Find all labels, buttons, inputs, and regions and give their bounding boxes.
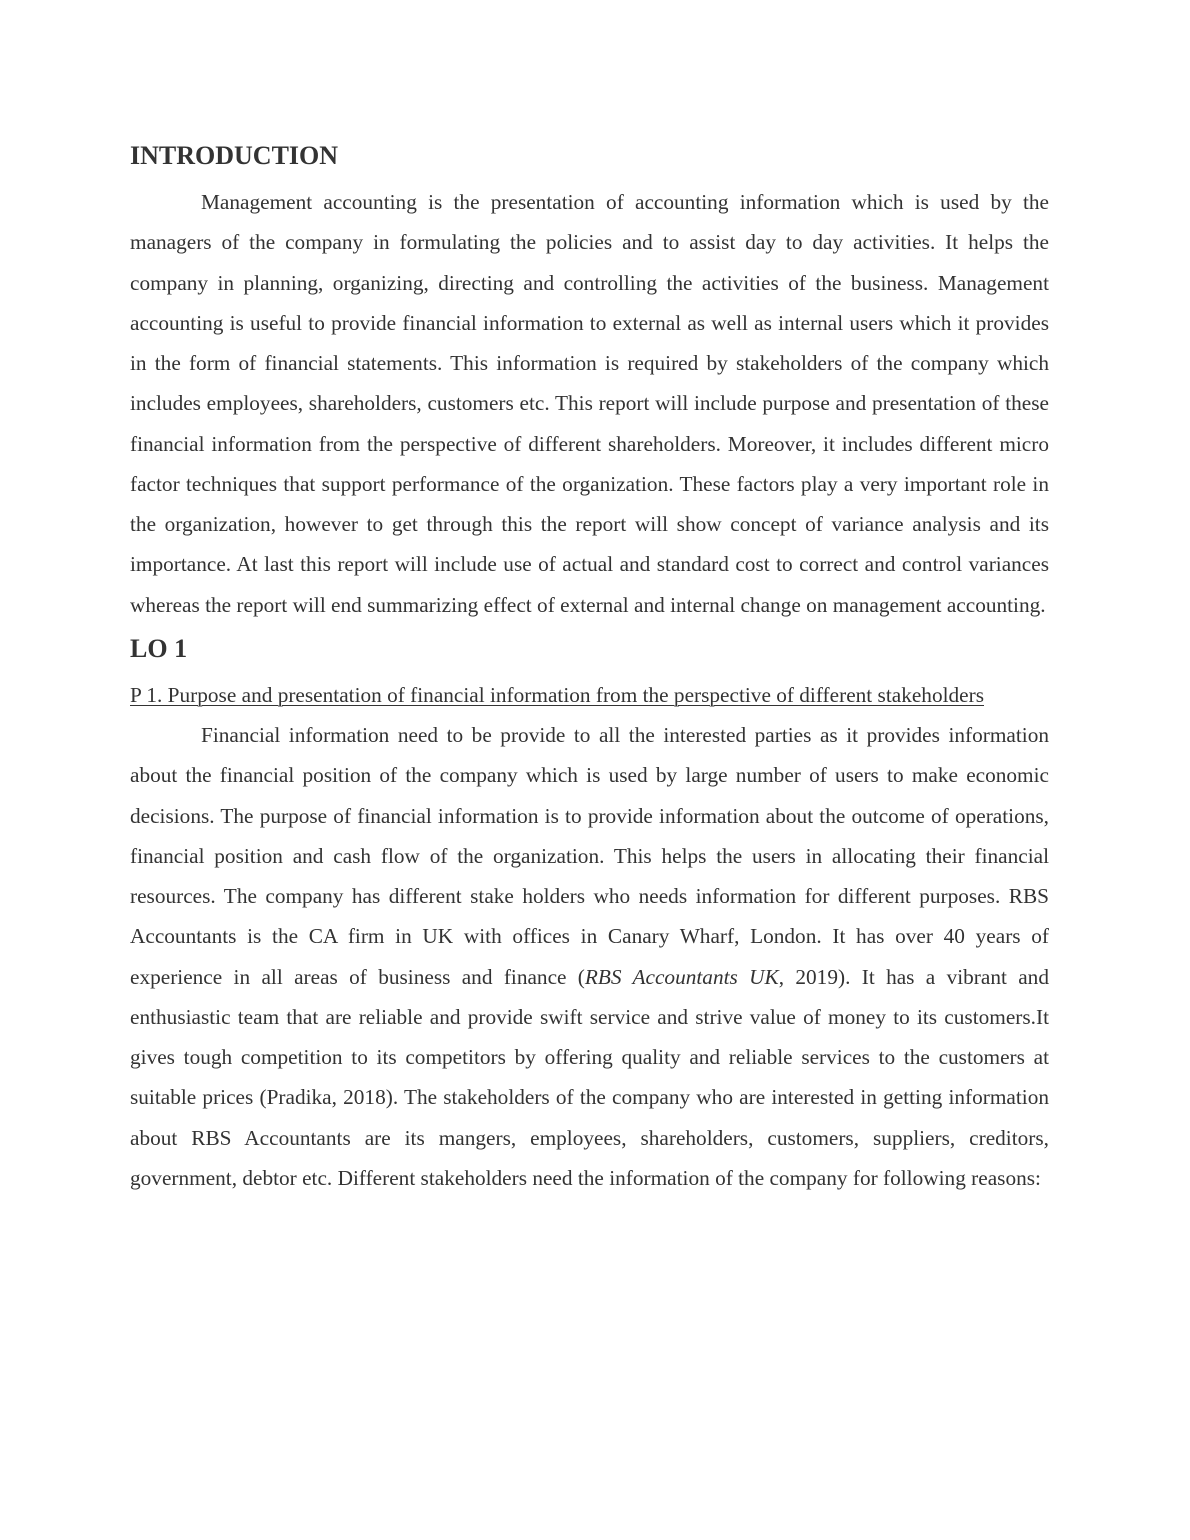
introduction-paragraph: Management accounting is the presentation of accounting information which is used by the managers of the company in formulating the policies and to assist day to day activities. It helps the company in planning, organizing, directing and controlling the activities of the business. Management accounting is useful to provide financial information to external as well as internal users which it provides in the form of financial statements. This information is required by stakeholders of the company which includes employees, shareholders, customers etc. This report will include purpose and presentation of these financial information from the perspective of different shareholders. Moreover, it includes different micro factor techniques that support performance of the organization. These factors play a very important role in the organization, however to get through this the report will show concept of variance analysis and its importance. At last this report will include use of actual and standard cost to correct and control variances whereas the report will end summarizing effect of external and internal change on management accounting.: [130, 190, 1049, 617]
document-page: [130, 138, 1049, 1198]
p1-subheading: P 1. Purpose and presentation of financial information from the perspective of different stakeholders: [130, 682, 984, 707]
citation-rbs-accountants: RBS Accountants UK: [584, 964, 779, 989]
lo1-heading: LO 1: [130, 633, 188, 663]
p1-paragraph-part1: Financial information need to be provide to all the interested parties as it provides information about the financial position of the company which is used by large number of users to make economic decisions. The purpose of financial information is to provide information about the outcome of operations, financial position and cash flow of the organization. This helps the users in allocating their financial resources. The company has different stake holders who needs information for different purposes. RBS Accountants is the CA firm in UK with offices in Canary Wharf, London. It has over 40 years of experience in all areas of business and finance (: [130, 723, 1049, 989]
p1-paragraph-part2: , 2019). It has a vibrant and enthusiastic team that are reliable and provide swift service and strive value of money to its customers.It gives tough competition to its competitors by offering quality and reliable services to the customers at suitable prices (Pradika, 2018). The stakeholders of the company who are interested in getting information about RBS Accountants are its mangers, employees, shareholders, customers, suppliers, creditors, government, debtor etc. Different stakeholders need the information of the company for following reasons:: [130, 964, 1049, 1190]
introduction-heading: INTRODUCTION: [130, 141, 339, 170]
p1-paragraph: [130, 715, 1049, 1198]
